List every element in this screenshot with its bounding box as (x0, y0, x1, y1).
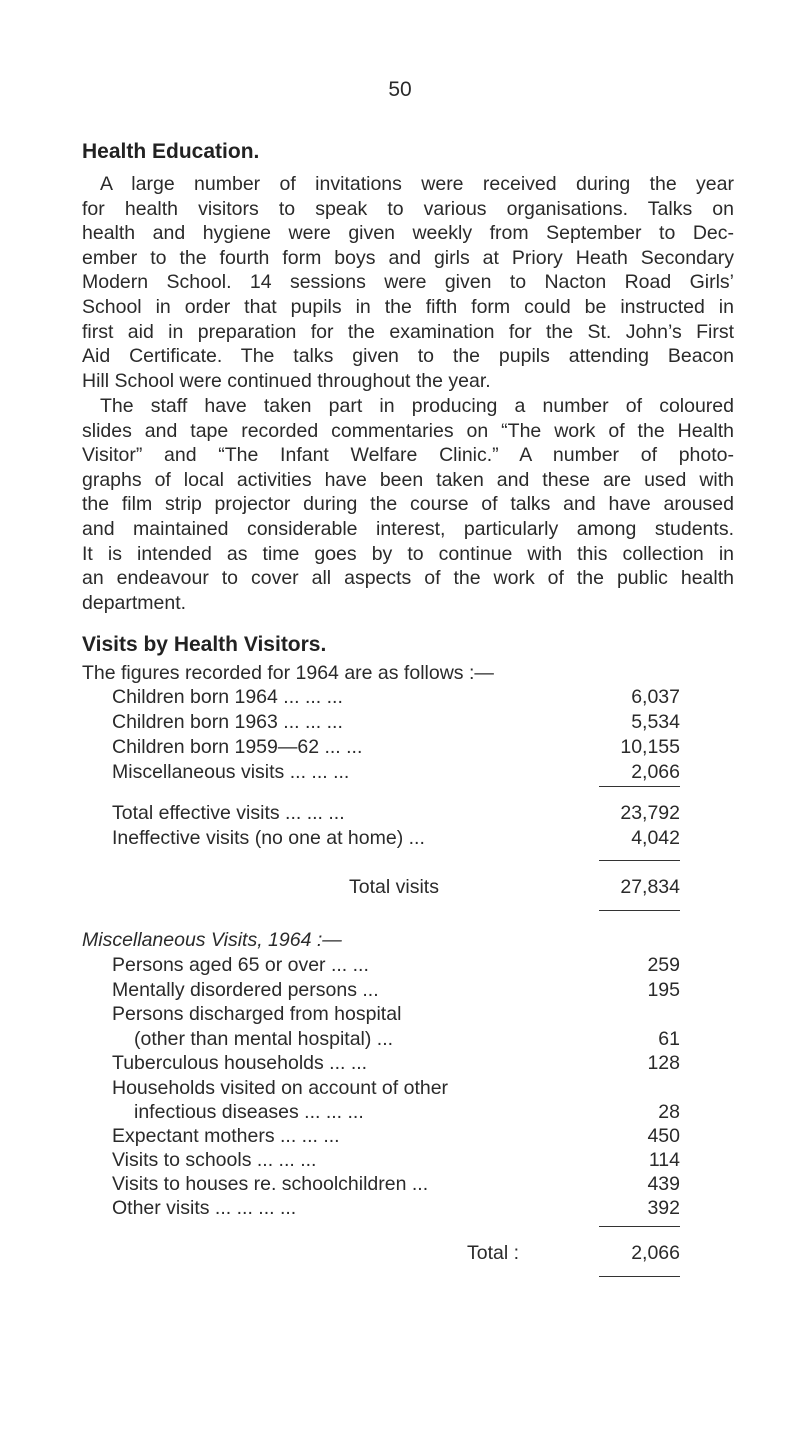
paragraph-line: first aid in preparation for the examination for the St. John’s First (82, 320, 734, 343)
misc-row-value: 259 (647, 954, 680, 976)
misc-total-label: Total : (467, 1242, 520, 1264)
total-visits-value: 27,834 (620, 876, 680, 898)
visits-intro: The figures recorded for 1964 are as follows :— (82, 662, 494, 684)
misc-row-value: 114 (648, 1149, 680, 1171)
ineffective-label: Ineffective visits (no one at home) ... (112, 827, 425, 849)
misc-row-value: 128 (647, 1052, 680, 1074)
subtotal-rule (599, 786, 680, 787)
paragraph-line: department. (82, 591, 187, 614)
total-rule (599, 860, 680, 861)
paragraph-line: Aid Certificate. The talks given to the pupils attending Beacon (82, 345, 734, 368)
visits-row-value: 6,037 (631, 686, 680, 708)
paragraph-line: for health visitors to speak to various organisations. Talks on (82, 197, 734, 220)
visits-row-value: 10,155 (620, 736, 680, 758)
paragraph-line: School in order that pupils in the fifth form could be instructed in (82, 295, 734, 318)
misc-row-label: Visits to houses re. schoolchildren ... (112, 1173, 429, 1195)
misc-heading: Miscellaneous Visits, 1964 :— (82, 929, 342, 951)
paragraph-line: ember to the fourth form boys and girls at Priory Heath Secondary (82, 246, 734, 269)
total-effective-label: Total effective visits ... ... ... (112, 802, 345, 824)
misc-row-label: infectious diseases ... ... ... (134, 1101, 364, 1123)
visits-row-label: Children born 1959—62 ... ... (112, 736, 363, 758)
misc-row-value: 392 (647, 1197, 680, 1219)
visits-row-value: 5,534 (631, 711, 680, 733)
health-education-paragraph-1 (82, 172, 734, 393)
misc-row-label: Other visits ... ... ... ... (112, 1197, 297, 1219)
total-visits-label: Total visits (349, 876, 439, 898)
total-underline-rule (599, 910, 680, 911)
misc-total-rule (599, 1226, 680, 1227)
total-effective-value: 23,792 (620, 802, 680, 824)
visits-heading: Visits by Health Visitors. (82, 633, 327, 656)
misc-row-label: Visits to schools ... ... ... (112, 1149, 317, 1171)
misc-row-value: 61 (658, 1028, 680, 1050)
paragraph-line: an endeavour to cover all aspects of the work of the public health (82, 567, 734, 590)
paragraph-line: A large number of invitations were received during the year (100, 173, 734, 195)
visits-row-label: Children born 1964 ... ... ... (112, 686, 343, 708)
paragraph-line: Visitor” and “The Infant Welfare Clinic.” A number of photo- (82, 444, 734, 467)
misc-row-value: 450 (647, 1125, 680, 1147)
health-education-paragraph-2 (82, 394, 734, 615)
ineffective-value: 4,042 (631, 827, 680, 849)
misc-row-label: Mentally disordered persons ... (112, 979, 379, 1001)
misc-row-value: 439 (647, 1173, 680, 1195)
visits-row-value: 2,066 (631, 761, 680, 783)
misc-row-label: Persons discharged from hospital (112, 1003, 402, 1025)
health-education-heading: Health Education. (82, 140, 260, 163)
visits-row-label: Children born 1963 ... ... ... (112, 711, 343, 733)
misc-row-label: Tuberculous households ... ... (112, 1052, 368, 1074)
paragraph-line: Modern School. 14 sessions were given to Nacton Road Girls’ (82, 271, 734, 294)
misc-total-underline-rule (599, 1276, 680, 1277)
misc-row-label: Households visited on account of other (112, 1077, 449, 1099)
misc-row-label: (other than mental hospital) ... (134, 1028, 394, 1050)
visits-row-label: Miscellaneous visits ... ... ... (112, 761, 350, 783)
paragraph-line: and maintained considerable interest, particularly among students. (82, 517, 734, 540)
misc-row-label: Expectant mothers ... ... ... (112, 1125, 340, 1147)
paragraph-line: The staff have taken part in producing a number of coloured (100, 395, 734, 417)
paragraph-line: slides and tape recorded commentaries on “The work of the Health (82, 419, 734, 442)
misc-row-value: 28 (658, 1101, 680, 1123)
paragraph-line: Hill School were continued throughout the year. (82, 369, 491, 392)
misc-total-value: 2,066 (631, 1242, 680, 1264)
paragraph-line: graphs of local activities have been taken and these are used with (82, 468, 734, 491)
paragraph-line: It is intended as time goes by to continue with this collection in (82, 542, 734, 565)
page-number: 50 (388, 78, 412, 101)
paragraph-line: the film strip projector during the course of talks and have aroused (82, 493, 734, 516)
misc-row-value: 195 (647, 979, 680, 1001)
paragraph-line: health and hygiene were given weekly from September to Dec- (82, 222, 734, 245)
misc-row-label: Persons aged 65 or over ... ... (112, 954, 369, 976)
